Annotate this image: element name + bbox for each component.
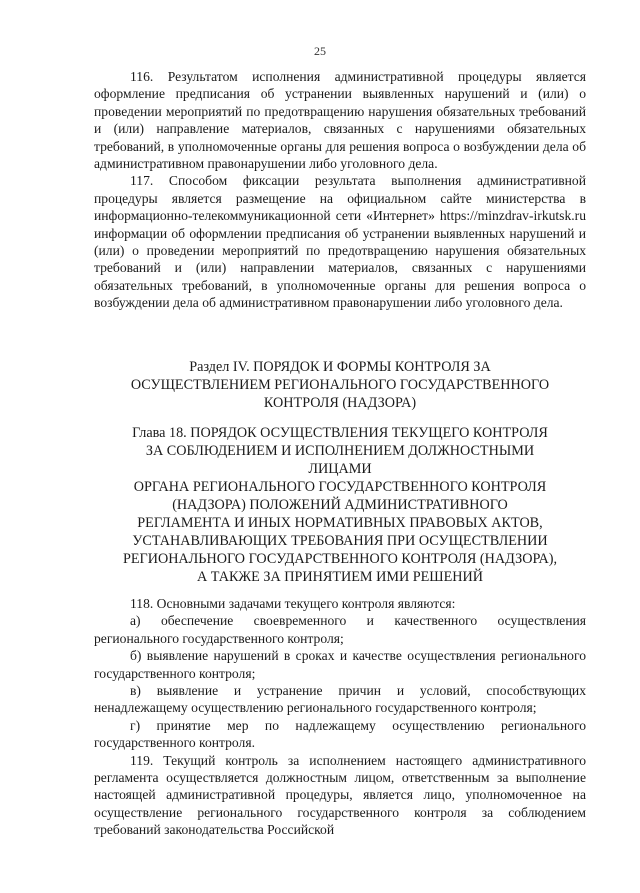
chapter-heading-line: РЕГИОНАЛЬНОГО ГОСУДАРСТВЕННОГО КОНТРОЛЯ (НАДЗОРА), [122, 551, 558, 567]
section-heading-line: ОСУЩЕСТВЛЕНИЕМ РЕГИОНАЛЬНОГО ГОСУДАРСТВЕННОГО [130, 377, 550, 393]
chapter-heading-line: ЗА СОБЛЮДЕНИЕМ И ИСПОЛНЕНИЕМ ДОЛЖНОСТНЫМИ [145, 443, 535, 459]
chapter-heading-line: УСТАНАВЛИВАЮЩИХ ТРЕБОВАНИЯ ПРИ ОСУЩЕСТВЛЕНИИ [132, 533, 548, 549]
list-item-g: г) принятие мер по надлежащему осуществлению регионального государственного контроля. [94, 717, 586, 751]
page-number: 25 [314, 44, 326, 58]
list-item-b: б) выявление нарушений в сроках и качестве осуществления регионального государственного контроля; [94, 648, 586, 681]
section-heading-line: Раздел IV. ПОРЯДОК И ФОРМЫ КОНТРОЛЯ ЗА [189, 359, 491, 375]
chapter-heading-line: Глава 18. ПОРЯДОК ОСУЩЕСТВЛЕНИЯ ТЕКУЩЕГО КОНТРОЛЯ [132, 425, 548, 441]
chapter-heading-line: ОРГАНА РЕГИОНАЛЬНОГО ГОСУДАРСТВЕННОГО КОНТРОЛЯ [133, 479, 547, 495]
paragraphs-116-117 [94, 68, 586, 312]
paragraph-117: 117. Способом фиксации результата выполнения административной процедуры является размещение на официальном сайте министерства в информационно-телекоммуникационной сети «Интернет» https://minzdrav-irkutsk.ru информации об оформлении предписания об устранении выявленных нарушений и (или) о проведении мероприятий по предотвращению нарушения обязательных требований и (или) направлении материалов, связанных с нарушениями обязательных требований, в уполномоченные органы для решения вопроса о возбуждении дела об административном правонарушении либо уголовного дела. [94, 173, 586, 311]
list-item-v: в) выявление и устранение причин и условий, способствующих ненадлежащему осуществлению регионального государственного контроля; [94, 683, 586, 716]
paragraphs-118-119 [94, 595, 586, 839]
chapter-heading-line: ЛИЦАМИ [308, 461, 372, 477]
paragraph-116: 116. Результатом исполнения административной процедуры является оформление предписания об устранении выявленных нарушений и (или) о проведении мероприятий по предотвращению нарушения обязательных требований и (или) направление материалов, связанных с нарушениями обязательных требований, в уполномоченные органы для решения вопроса о возбуждении дела об административном правонарушении либо уголовного дела. [94, 69, 586, 172]
list-item-a: а) обеспечение своевременного и качественного осуществления регионального государственного контроля; [94, 613, 586, 646]
chapter-heading-line: (НАДЗОРА) ПОЛОЖЕНИЙ АДМИНИСТРАТИВНОГО [172, 497, 508, 513]
chapter-heading-line: РЕГЛАМЕНТА И ИНЫХ НОРМАТИВНЫХ ПРАВОВЫХ АКТОВ, [137, 515, 543, 531]
paragraph-119: 119. Текущий контроль за исполнением настоящего административного регламента осуществляется должностным лицом, ответственным за выполнение настоящей административной процедуры, является лицо, уполномоченное на осуществление регионального государственного контроля за соблюдением требований законодательства Российской [94, 752, 586, 838]
paragraph-118: 118. Основными задачами текущего контроля являются: [130, 596, 456, 611]
section-heading [94, 358, 586, 412]
section-heading-line: КОНТРОЛЯ (НАДЗОРА) [263, 395, 417, 411]
chapter-heading-line: А ТАКЖЕ ЗА ПРИНЯТИЕМ ИМИ РЕШЕНИЙ [196, 569, 484, 585]
chapter-heading [94, 424, 586, 586]
